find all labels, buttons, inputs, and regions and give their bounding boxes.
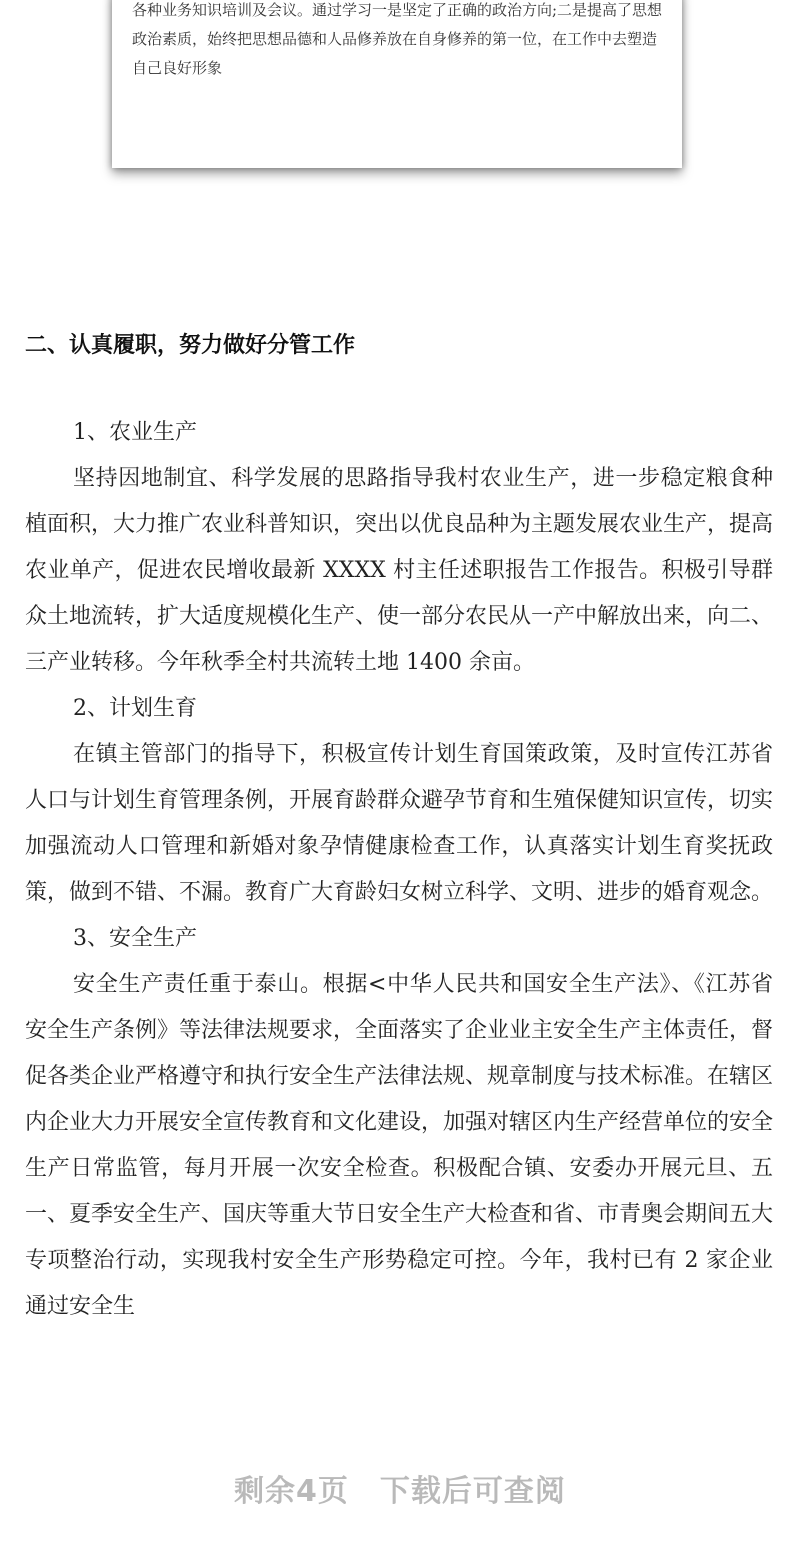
section-heading: 二、认真履职，努力做好分管工作 [25, 333, 356, 358]
paragraph-safety: 安全生产责任重于泰山。根据<中华人民共和国安全生产法》、《江苏省安全生产条例》等法律法规要求，全面落实了企业业主安全生产主体责任，督促各类企业严格遵守和执行安全生产法律法规、规章制度与技术标准。在辖区内企业大力开展安全宣传教育和文化建设，加强对辖区内生产经营单位的安全生产日常监管，每月开展一次安全检查。积极配合镇、安委办开展元旦、五一、夏季安全生产、国庆等重大节日安全生产大检查和省、市青奥会期间五大专项整治行动，实现我村安全生产形势稳定可控。今年，我村已有 2 家企业通过安全生 [25, 972, 774, 1319]
remaining-pages-download-link[interactable]: 剩余4页 下载后可查阅 [234, 1474, 566, 1509]
document-body [25, 410, 773, 1330]
paragraph-agriculture: 坚持因地制宜、科学发展的思路指导我村农业生产，进一步稳定粮食种植面积，大力推广农业科普知识，突出以优良品种为主题发展农业生产，提高农业单产，促进农民增收最新 XXXX 村主任述职报告工作报告。积极引导群众土地流转，扩大适度规模化生产、使一部分农民从一产中解放出来，向二、三产业转移。今年秋季全村共流转土地 1400 余亩。 [25, 466, 774, 675]
previous-page-preview [112, 0, 682, 168]
subheading-family-planning: 2、计划生育 [73, 696, 197, 721]
paragraph-family-planning: 在镇主管部门的指导下，积极宣传计划生育国策政策，及时宣传江苏省人口与计划生育管理条例，开展育龄群众避孕节育和生殖保健知识宣传，切实加强流动人口管理和新婚对象孕情健康检查工作，认真落实计划生育奖抚政策，做到不错、不漏。教育广大育龄妇女树立科学、文明、进步的婚育观念。 [25, 742, 774, 905]
preview-paragraph: 各种业务知识培训及会议。通过学习一是坚定了正确的政治方向;二是提高了思想政治素质，始终把思想品德和人品修养放在自身修养的第一位，在工作中去塑造自己良好形象 [132, 1, 663, 77]
subheading-agriculture: 1、农业生产 [73, 420, 197, 445]
subheading-safety: 3、安全生产 [73, 926, 197, 951]
